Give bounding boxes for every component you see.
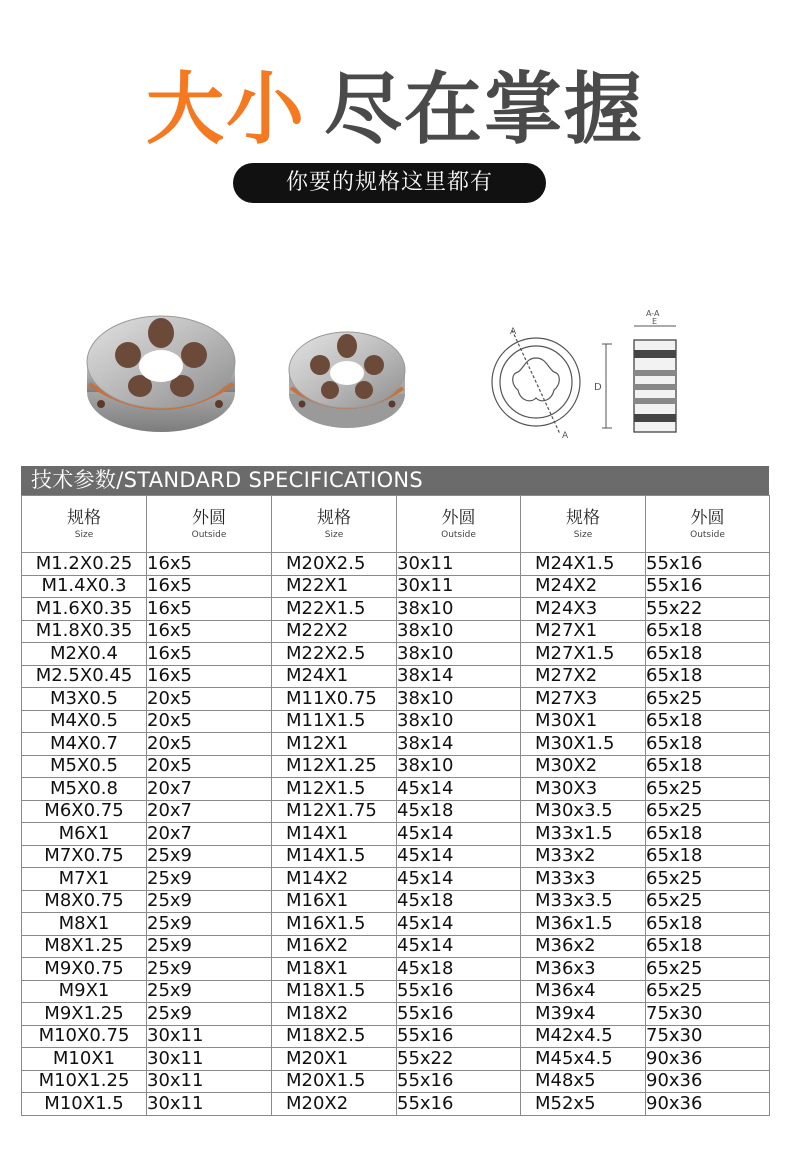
drawing-label-e: E <box>652 317 658 326</box>
outside-cell: 30x11 <box>147 1048 272 1071</box>
spec-title: 技术参数/STANDARD SPECIFICATIONS <box>21 466 769 495</box>
round-die-large-icon <box>76 300 246 440</box>
size-cell: M20X1.5 <box>272 1070 397 1093</box>
outside-cell: 90x36 <box>646 1048 770 1071</box>
size-cell: M11X0.75 <box>272 688 397 711</box>
size-cell: M33x3.5 <box>521 890 646 913</box>
size-cell: M8X1 <box>22 913 147 936</box>
size-cell: M1.8X0.35 <box>22 620 147 643</box>
size-cell: M18X2.5 <box>272 1025 397 1048</box>
size-cell: M36x2 <box>521 935 646 958</box>
column-header-en: Size <box>573 530 593 540</box>
outside-cell: 55x16 <box>397 1070 521 1093</box>
outside-cell: 55x16 <box>397 1093 521 1116</box>
outside-cell: 55x22 <box>397 1048 521 1071</box>
outside-cell: 45x14 <box>397 823 521 846</box>
table-row <box>22 1093 770 1116</box>
table-row <box>22 733 770 756</box>
table-row <box>22 823 770 846</box>
round-die-small-icon <box>282 318 412 438</box>
outside-cell: 65x18 <box>646 845 770 868</box>
outside-cell: 55x16 <box>397 980 521 1003</box>
size-cell: M6X0.75 <box>22 800 147 823</box>
outside-cell: 45x14 <box>397 913 521 936</box>
size-cell: M5X0.5 <box>22 755 147 778</box>
outside-cell: 16x5 <box>147 643 272 666</box>
outside-cell: 55x22 <box>646 598 770 621</box>
outside-cell: 25x9 <box>147 890 272 913</box>
table-row <box>22 1048 770 1071</box>
outside-cell: 65x25 <box>646 688 770 711</box>
size-cell: M33x3 <box>521 868 646 891</box>
size-cell: M14X1.5 <box>272 845 397 868</box>
outside-cell: 65x18 <box>646 620 770 643</box>
outside-cell: 16x5 <box>147 598 272 621</box>
size-cell: M10X0.75 <box>22 1025 147 1048</box>
column-header-en: Outside <box>690 530 725 540</box>
column-header <box>147 496 272 553</box>
outside-cell: 45x14 <box>397 868 521 891</box>
outside-cell: 16x5 <box>147 553 272 576</box>
size-cell: M24X1.5 <box>521 553 646 576</box>
table-row <box>22 553 770 576</box>
outside-cell: 20x7 <box>147 800 272 823</box>
outside-cell: 30x11 <box>147 1025 272 1048</box>
headline-main: 尽在掌握 <box>324 65 645 155</box>
size-cell: M4X0.5 <box>22 710 147 733</box>
outside-cell: 30x11 <box>147 1070 272 1093</box>
table-row <box>22 643 770 666</box>
size-cell: M1.4X0.3 <box>22 575 147 598</box>
table-row <box>22 935 770 958</box>
outside-cell: 38x14 <box>397 733 521 756</box>
size-cell: M36x3 <box>521 958 646 981</box>
size-cell: M7X0.75 <box>22 845 147 868</box>
size-cell: M30X1.5 <box>521 733 646 756</box>
outside-cell: 20x7 <box>147 823 272 846</box>
outside-cell: 25x9 <box>147 958 272 981</box>
outside-cell: 38x10 <box>397 755 521 778</box>
table-row <box>22 868 770 891</box>
size-cell: M12X1.25 <box>272 755 397 778</box>
outside-cell: 90x36 <box>646 1070 770 1093</box>
outside-cell: 25x9 <box>147 935 272 958</box>
outside-cell: 65x25 <box>646 890 770 913</box>
outside-cell: 30x11 <box>397 575 521 598</box>
size-cell: M12X1.5 <box>272 778 397 801</box>
size-cell: M8X0.75 <box>22 890 147 913</box>
size-cell: M22X2 <box>272 620 397 643</box>
outside-cell: 30x11 <box>397 553 521 576</box>
size-cell: M16X1.5 <box>272 913 397 936</box>
size-cell: M1.6X0.35 <box>22 598 147 621</box>
table-row <box>22 890 770 913</box>
outside-cell: 38x10 <box>397 598 521 621</box>
outside-cell: 25x9 <box>147 1003 272 1026</box>
outside-cell: 45x14 <box>397 845 521 868</box>
size-cell: M30X3 <box>521 778 646 801</box>
outside-cell: 16x5 <box>147 620 272 643</box>
size-cell: M16X2 <box>272 935 397 958</box>
size-cell: M20X2.5 <box>272 553 397 576</box>
outside-cell: 90x36 <box>646 1093 770 1116</box>
table-row <box>22 575 770 598</box>
size-cell: M27X2 <box>521 665 646 688</box>
outside-cell: 65x25 <box>646 778 770 801</box>
spec-section <box>21 466 769 1116</box>
size-cell: M10X1 <box>22 1048 147 1071</box>
outside-cell: 75x30 <box>646 1003 770 1026</box>
size-cell: M42x4.5 <box>521 1025 646 1048</box>
table-row <box>22 778 770 801</box>
outside-cell: 45x18 <box>397 958 521 981</box>
size-cell: M30x3.5 <box>521 800 646 823</box>
table-row <box>22 1070 770 1093</box>
outside-cell: 38x14 <box>397 665 521 688</box>
headline <box>0 62 790 158</box>
size-cell: M36x4 <box>521 980 646 1003</box>
outside-cell: 38x10 <box>397 643 521 666</box>
drawing-label-a-top: A <box>510 327 517 337</box>
size-cell: M1.2X0.25 <box>22 553 147 576</box>
outside-cell: 65x25 <box>646 980 770 1003</box>
size-cell: M2X0.4 <box>22 643 147 666</box>
outside-cell: 25x9 <box>147 980 272 1003</box>
size-cell: M27X1.5 <box>521 643 646 666</box>
outside-cell: 65x18 <box>646 823 770 846</box>
size-cell: M18X1 <box>272 958 397 981</box>
outside-cell: 45x18 <box>397 800 521 823</box>
outside-cell: 20x5 <box>147 733 272 756</box>
outside-cell: 45x14 <box>397 935 521 958</box>
column-header-zh: 外圆 <box>441 508 476 528</box>
outside-cell: 65x18 <box>646 913 770 936</box>
size-cell: M20X2 <box>272 1093 397 1116</box>
outside-cell: 25x9 <box>147 913 272 936</box>
size-cell: M2.5X0.45 <box>22 665 147 688</box>
outside-cell: 20x7 <box>147 778 272 801</box>
outside-cell: 55x16 <box>646 575 770 598</box>
size-cell: M24X1 <box>272 665 397 688</box>
size-cell: M24X3 <box>521 598 646 621</box>
outside-cell: 65x18 <box>646 710 770 733</box>
drawing-label-aa: A-A <box>646 309 660 318</box>
outside-cell: 30x11 <box>147 1093 272 1116</box>
outside-cell: 45x14 <box>397 778 521 801</box>
outside-cell: 16x5 <box>147 575 272 598</box>
size-cell: M7X1 <box>22 868 147 891</box>
size-cell: M33x2 <box>521 845 646 868</box>
size-cell: M12X1 <box>272 733 397 756</box>
technical-drawing-icon <box>488 300 698 450</box>
column-header-zh: 规格 <box>67 508 101 528</box>
size-cell: M30X1 <box>521 710 646 733</box>
outside-cell: 20x5 <box>147 755 272 778</box>
outside-cell: 25x9 <box>147 845 272 868</box>
outside-cell: 65x25 <box>646 800 770 823</box>
size-cell: M5X0.8 <box>22 778 147 801</box>
outside-cell: 75x30 <box>646 1025 770 1048</box>
size-cell: M39x4 <box>521 1003 646 1026</box>
outside-cell: 20x5 <box>147 710 272 733</box>
table-row <box>22 980 770 1003</box>
outside-cell: 16x5 <box>147 665 272 688</box>
outside-cell: 65x18 <box>646 755 770 778</box>
column-header-en: Outside <box>191 530 227 540</box>
size-cell: M22X1.5 <box>272 598 397 621</box>
table-row <box>22 958 770 981</box>
table-row <box>22 688 770 711</box>
column-header-en: Size <box>74 530 94 540</box>
table-row <box>22 755 770 778</box>
column-header <box>22 496 147 553</box>
size-cell: M18X2 <box>272 1003 397 1026</box>
column-header-en: Size <box>324 530 344 540</box>
size-cell: M33x1.5 <box>521 823 646 846</box>
table-row <box>22 800 770 823</box>
subtitle-pill: 你要的规格这里都有 <box>233 163 546 203</box>
size-cell: M3X0.5 <box>22 688 147 711</box>
headline-accent: 大小 <box>145 65 306 155</box>
size-cell: M11X1.5 <box>272 710 397 733</box>
spec-body <box>22 553 770 1116</box>
outside-cell: 65x18 <box>646 733 770 756</box>
column-header <box>646 496 770 553</box>
size-cell: M22X2.5 <box>272 643 397 666</box>
size-cell: M30X2 <box>521 755 646 778</box>
table-row <box>22 620 770 643</box>
size-cell: M14X2 <box>272 868 397 891</box>
outside-cell: 25x9 <box>147 868 272 891</box>
outside-cell: 38x10 <box>397 688 521 711</box>
outside-cell: 20x5 <box>147 688 272 711</box>
size-cell: M22X1 <box>272 575 397 598</box>
size-cell: M4X0.7 <box>22 733 147 756</box>
column-header <box>272 496 397 553</box>
outside-cell: 65x18 <box>646 643 770 666</box>
column-header-zh: 外圆 <box>690 508 725 528</box>
size-cell: M27X1 <box>521 620 646 643</box>
outside-cell: 55x16 <box>397 1003 521 1026</box>
outside-cell: 65x18 <box>646 935 770 958</box>
size-cell: M6X1 <box>22 823 147 846</box>
column-header <box>397 496 521 553</box>
table-row <box>22 1025 770 1048</box>
table-row <box>22 1003 770 1026</box>
outside-cell: 65x25 <box>646 868 770 891</box>
size-cell: M27X3 <box>521 688 646 711</box>
outside-cell: 45x18 <box>397 890 521 913</box>
size-cell: M48x5 <box>521 1070 646 1093</box>
size-cell: M14X1 <box>272 823 397 846</box>
table-row <box>22 710 770 733</box>
size-cell: M12X1.75 <box>272 800 397 823</box>
size-cell: M16X1 <box>272 890 397 913</box>
outside-cell: 55x16 <box>397 1025 521 1048</box>
size-cell: M45x4.5 <box>521 1048 646 1071</box>
outside-cell: 65x18 <box>646 665 770 688</box>
column-header-zh: 规格 <box>317 508 351 528</box>
outside-cell: 65x25 <box>646 958 770 981</box>
size-cell: M24X2 <box>521 575 646 598</box>
spec-header-row <box>22 496 770 553</box>
size-cell: M9X0.75 <box>22 958 147 981</box>
drawing-label-a-bottom: A <box>562 431 569 441</box>
table-row <box>22 913 770 936</box>
size-cell: M18X1.5 <box>272 980 397 1003</box>
column-header-zh: 外圆 <box>192 508 226 528</box>
table-row <box>22 665 770 688</box>
size-cell: M8X1.25 <box>22 935 147 958</box>
size-cell: M52x5 <box>521 1093 646 1116</box>
column-header-en: Outside <box>441 530 476 540</box>
size-cell: M9X1.25 <box>22 1003 147 1026</box>
spec-table <box>21 495 770 1116</box>
table-row <box>22 598 770 621</box>
table-row <box>22 845 770 868</box>
size-cell: M10X1.25 <box>22 1070 147 1093</box>
size-cell: M10X1.5 <box>22 1093 147 1116</box>
outside-cell: 38x10 <box>397 620 521 643</box>
drawing-label-d: D <box>594 382 602 393</box>
outside-cell: 38x10 <box>397 710 521 733</box>
size-cell: M20X1 <box>272 1048 397 1071</box>
outside-cell: 55x16 <box>646 553 770 576</box>
size-cell: M9X1 <box>22 980 147 1003</box>
column-header <box>521 496 646 553</box>
size-cell: M36x1.5 <box>521 913 646 936</box>
column-header-zh: 规格 <box>566 508 600 528</box>
